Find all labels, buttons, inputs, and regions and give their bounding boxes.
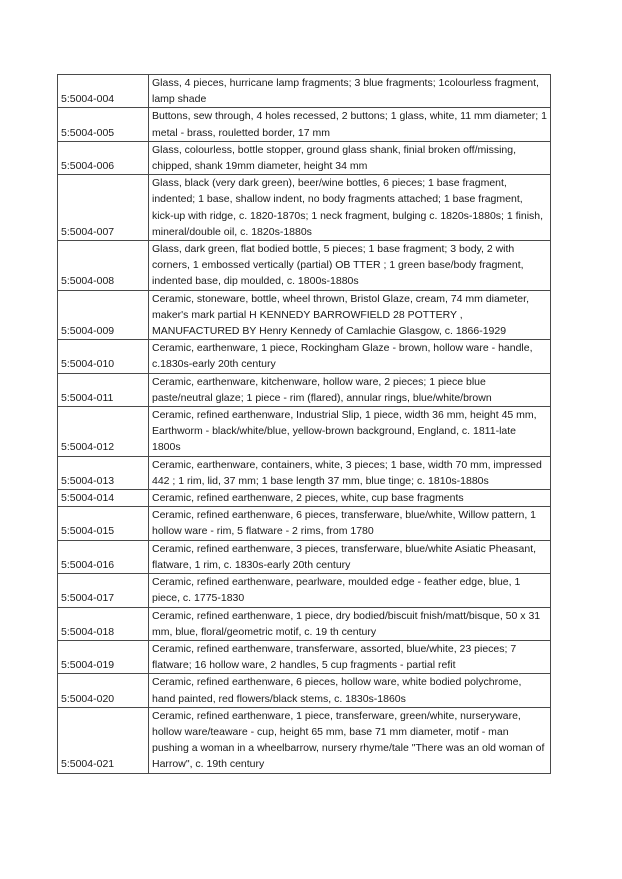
table-row — [58, 373, 551, 406]
table-row — [58, 640, 551, 673]
item-description-cell: Ceramic, earthenware, kitchenware, hollow ware, 2 pieces; 1 piece blue paste/neutral glaze; 1 piece - rim (flared), annular rings, blue/white/brown — [149, 373, 551, 406]
item-code-cell: 5:5004-010 — [58, 340, 149, 373]
table-row — [58, 340, 551, 373]
item-description-cell: Glass, 4 pieces, hurricane lamp fragments; 3 blue fragments; 1colourless fragment, lamp shade — [149, 75, 551, 108]
table-row — [58, 407, 551, 457]
item-description-cell: Ceramic, refined earthenware, 3 pieces, transferware, blue/white Asiatic Pheasant, flatware, 1 rim, c. 1830s-early 20th century — [149, 540, 551, 573]
item-code-cell: 5:5004-015 — [58, 507, 149, 540]
item-description-cell: Ceramic, earthenware, 1 piece, Rockingham Glaze - brown, hollow ware - handle, c.1830s-early 20th century — [149, 340, 551, 373]
item-code-cell: 5:5004-017 — [58, 574, 149, 607]
table-row — [58, 141, 551, 174]
table-row — [58, 490, 551, 507]
item-description-cell: Glass, dark green, flat bodied bottle, 5 pieces; 1 base fragment; 3 body, 2 with corners, 1 embossed vertically (partial) OB TTER ; 1 green base/body fragment, indented base, dip moulded, c. 1800s-1880s — [149, 241, 551, 291]
table-row — [58, 241, 551, 291]
item-description-cell: Buttons, sew through, 4 holes recessed, 2 buttons; 1 glass, white, 11 mm diameter; 1 metal - brass, rouletted border, 17 mm — [149, 108, 551, 141]
item-code-cell: 5:5004-016 — [58, 540, 149, 573]
item-description-cell: Ceramic, refined earthenware, 2 pieces, white, cup base fragments — [149, 490, 551, 507]
table-row — [58, 456, 551, 489]
item-code-cell: 5:5004-004 — [58, 75, 149, 108]
table-row — [58, 607, 551, 640]
item-code-cell: 5:5004-013 — [58, 456, 149, 489]
item-description-cell: Ceramic, refined earthenware, 1 piece, dry bodied/biscuit fnish/matt/bisque, 50 x 31 mm, blue, floral/geometric motif, c. 19 th century — [149, 607, 551, 640]
table-row — [58, 574, 551, 607]
item-description-cell: Ceramic, refined earthenware, 1 piece, transferware, green/white, nurseryware, hollow ware/teaware - cup, height 65 mm, base 71 mm diameter, motif - man pushing a woman in a wheelbarrow, nursery rhyme/tale "There was an old woman of Harrow", c. 19th century — [149, 707, 551, 773]
item-code-cell: 5:5004-018 — [58, 607, 149, 640]
artefact-catalogue-table — [57, 74, 551, 774]
item-description-cell: Ceramic, refined earthenware, pearlware, moulded edge - feather edge, blue, 1 piece, c. 1775-1830 — [149, 574, 551, 607]
table-row — [58, 507, 551, 540]
item-description-cell: Glass, black (very dark green), beer/wine bottles, 6 pieces; 1 base fragment, indented; 1 base, shallow indent, no body fragments attached; 1 base fragment, kick-up with ridge, c. 1820-1870s; 1 neck fragment, bulging c. 1820s-1880s; 1 finish, mineral/double oil, c. 1820s-1880s — [149, 175, 551, 241]
item-code-cell: 5:5004-009 — [58, 290, 149, 340]
item-code-cell: 5:5004-011 — [58, 373, 149, 406]
item-code-cell: 5:5004-008 — [58, 241, 149, 291]
item-description-cell: Ceramic, stoneware, bottle, wheel thrown, Bristol Glaze, cream, 74 mm diameter, maker's mark partial H KENNEDY BARROWFIELD 28 POTTERY , MANUFACTURED BY Henry Kennedy of Camlachie Glasgow, c. 1866-1929 — [149, 290, 551, 340]
item-code-cell: 5:5004-005 — [58, 108, 149, 141]
item-code-cell: 5:5004-006 — [58, 141, 149, 174]
item-description-cell: Ceramic, refined earthenware, 6 pieces, transferware, blue/white, Willow pattern, 1 hollow ware - rim, 5 flatware - 2 rims, from 1780 — [149, 507, 551, 540]
item-code-cell: 5:5004-019 — [58, 640, 149, 673]
item-description-cell: Ceramic, refined earthenware, 6 pieces, hollow ware, white bodied polychrome, hand painted, red flowers/black stems, c. 1830s-1860s — [149, 674, 551, 707]
table-row — [58, 674, 551, 707]
table-row — [58, 707, 551, 773]
table-row — [58, 175, 551, 241]
table-row — [58, 290, 551, 340]
item-code-cell: 5:5004-014 — [58, 490, 149, 507]
item-description-cell: Ceramic, earthenware, containers, white, 3 pieces; 1 base, width 70 mm, impressed 442 ; 1 rim, lid, 37 mm; 1 base length 37 mm, blue tinge; c. 1810s-1880s — [149, 456, 551, 489]
item-description-cell: Ceramic, refined earthenware, transferware, assorted, blue/white, 23 pieces; 7 flatware; 16 hollow ware, 2 handles, 5 cup fragments - partial refit — [149, 640, 551, 673]
table-row — [58, 108, 551, 141]
item-code-cell: 5:5004-007 — [58, 175, 149, 241]
item-code-cell: 5:5004-020 — [58, 674, 149, 707]
table-row — [58, 540, 551, 573]
catalogue-table-body — [58, 75, 551, 774]
table-row — [58, 75, 551, 108]
item-description-cell: Ceramic, refined earthenware, Industrial Slip, 1 piece, width 36 mm, height 45 mm, Earthworm - black/white/blue, yellow-brown background, England, c. 1811-late 1800s — [149, 407, 551, 457]
item-description-cell: Glass, colourless, bottle stopper, ground glass shank, finial broken off/missing, chipped, shank 19mm diameter, height 34 mm — [149, 141, 551, 174]
item-code-cell: 5:5004-012 — [58, 407, 149, 457]
item-code-cell: 5:5004-021 — [58, 707, 149, 773]
